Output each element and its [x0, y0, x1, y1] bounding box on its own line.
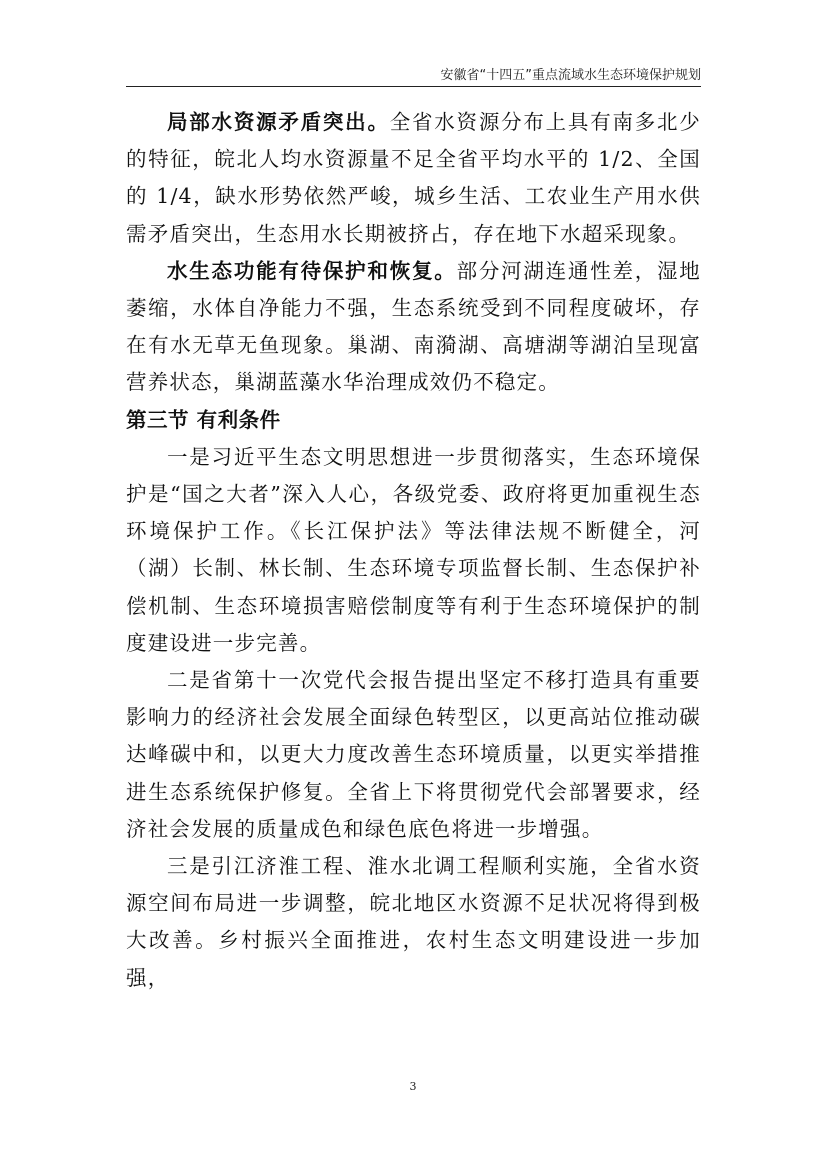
paragraph-water-ecology — [126, 253, 701, 402]
paragraph-condition-three: 三是引江济淮工程、淮水北调工程顺利实施，全省水资源空间布局进一步调整，皖北地区水资源不足状况将得到极大改善。乡村振兴全面推进，农村生态文明建设进一步加强， — [126, 854, 701, 990]
paragraph-lead: 局部水资源矛盾突出。 — [167, 110, 390, 134]
paragraph-text: 全省水资源分布上具有南多北少的特征，皖北人均水资源量不足全省平均水平的 1/2、全国的 1/4，缺水形势依然严峻，城乡生活、工农业生产用水供需矛盾突出，生态用水长期被挤占，存在地下水超采现象。 — [126, 110, 701, 246]
paragraph-condition-one: 一是习近平生态文明思想进一步贯彻落实，生态环境保护是“国之大者”深入人心，各级党委、政府将更加重视生态环境保护工作。《长江保护法》等法律法规不断健全，河（湖）长制、林长制、生态环境专项监督长制、生态保护补偿机制、生态环境损害赔偿制度等有利于生态环境保护的制度建设进一步完善。 — [126, 444, 701, 655]
paragraph-text: 部分河湖连通性差，湿地萎缩，水体自净能力不强，生态系统受到不同程度破坏，存在有水无草无鱼现象。巢湖、南漪湖、高塘湖等湖泊呈现富营养状态，巢湖蓝藻水华治理成效仍不稳定。 — [126, 258, 701, 395]
page-content — [126, 104, 701, 997]
paragraph-lead: 水生态功能有待保护和恢复。 — [167, 258, 457, 283]
page-number: 3 — [409, 1080, 417, 1093]
page-header — [126, 62, 701, 87]
header-title: 安徽省“十四五”重点流域水生态环境保护规划 — [440, 68, 701, 83]
section-heading: 第三节 有利条件 — [126, 407, 281, 432]
paragraph-water-resources — [126, 104, 701, 253]
paragraph-condition-two: 二是省第十一次党代会报告提出坚定不移打造具有重要影响力的经济社会发展全面绿色转型区，以更高站位推动碳达峰碳中和，以更大力度改善生态环境质量，以更实举措推进生态系统保护修复。全省上下将贯彻党代会部署要求，经济社会发展的质量成色和绿色底色将进一步增强。 — [126, 668, 701, 841]
